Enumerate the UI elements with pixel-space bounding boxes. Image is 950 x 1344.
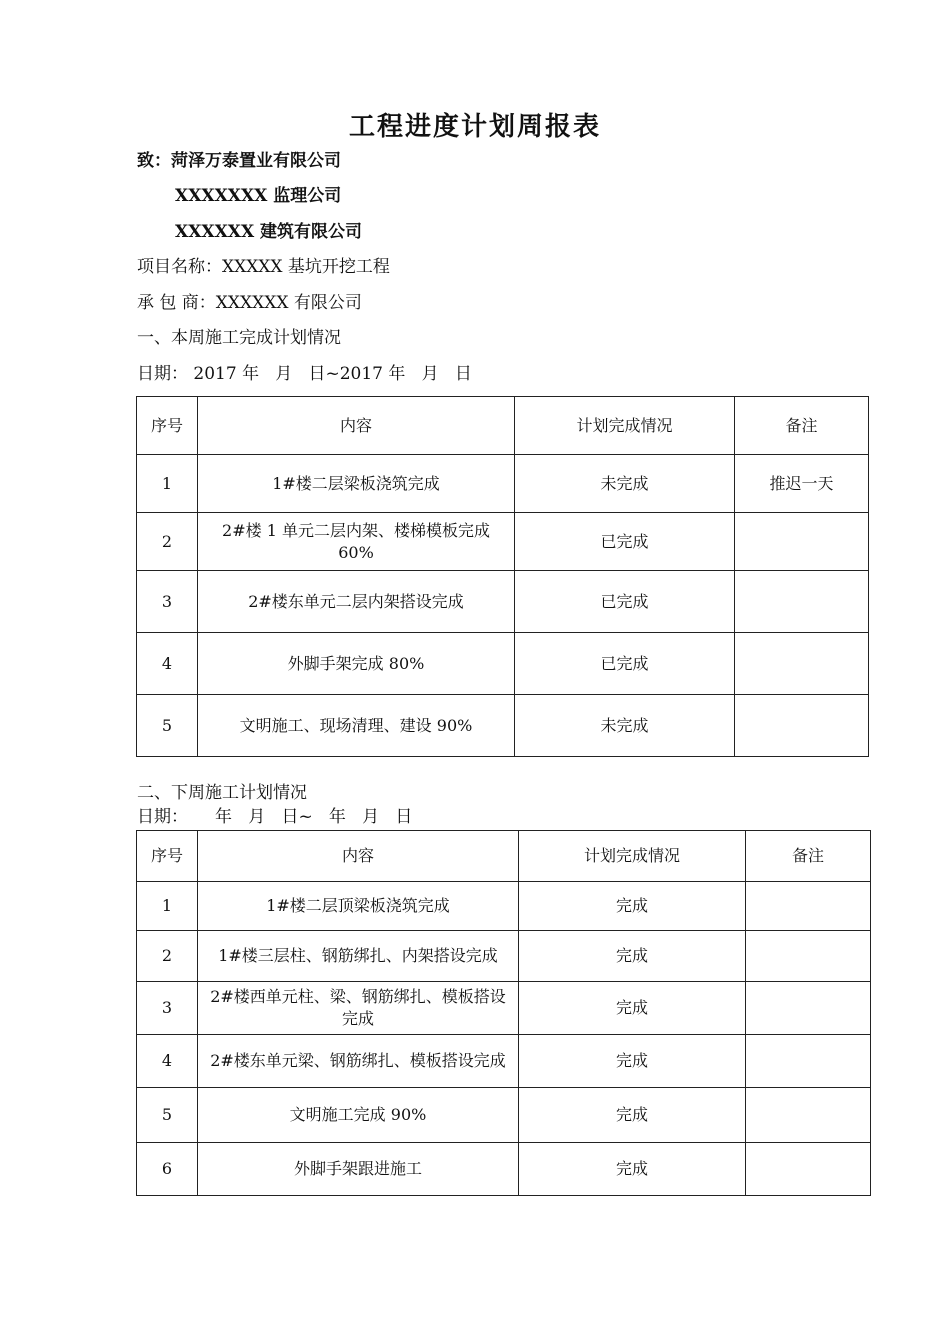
row-content: 1#楼二层梁板浇筑完成 xyxy=(198,455,515,513)
report-title: 工程进度计划周报表 xyxy=(348,112,601,142)
row-no: 4 xyxy=(137,633,198,695)
row-status: 完成 xyxy=(519,882,746,931)
row-note xyxy=(735,633,869,695)
section1-date: 日期： 2017 年 月 日~2017 年 月 日 xyxy=(137,364,472,384)
row-content: 外脚手架完成 80% xyxy=(198,633,515,695)
row-no: 5 xyxy=(137,1088,198,1143)
row-note xyxy=(746,982,871,1035)
project-name: 项目名称：XXXXX 基坑开挖工程 xyxy=(137,257,390,277)
header-content: 内容 xyxy=(198,397,515,455)
to-label: 致： xyxy=(137,151,171,171)
row-status: 已完成 xyxy=(515,571,735,633)
row-status: 未完成 xyxy=(515,455,735,513)
row-note xyxy=(735,513,869,571)
row-content: 文明施工、现场清理、建设 90% xyxy=(198,695,515,757)
recipient-owner: 菏泽万泰置业有限公司 xyxy=(171,151,341,171)
row-no: 3 xyxy=(137,571,198,633)
header-status: 计划完成情况 xyxy=(515,397,735,455)
contractor: 承 包 商：XXXXXX 有限公司 xyxy=(137,293,362,313)
row-note xyxy=(735,695,869,757)
row-no: 1 xyxy=(137,882,198,931)
header-note: 备注 xyxy=(746,831,871,882)
next-week-table xyxy=(136,830,871,1196)
row-no: 2 xyxy=(137,513,198,571)
table-row xyxy=(137,513,869,571)
section2-date: 日期： 年 月 日~ 年 月 日 xyxy=(137,807,413,827)
section1-heading: 一、本周施工完成计划情况 xyxy=(137,328,341,348)
table-row xyxy=(137,1143,871,1196)
header-no: 序号 xyxy=(137,831,198,882)
header-note: 备注 xyxy=(735,397,869,455)
row-status: 完成 xyxy=(519,1143,746,1196)
table-row xyxy=(137,633,869,695)
row-note xyxy=(735,571,869,633)
row-status: 已完成 xyxy=(515,633,735,695)
table-row xyxy=(137,455,869,513)
row-no: 6 xyxy=(137,1143,198,1196)
row-content: 1#楼三层柱、钢筋绑扎、内架搭设完成 xyxy=(198,931,519,982)
row-status: 已完成 xyxy=(515,513,735,571)
row-no: 1 xyxy=(137,455,198,513)
row-content: 文明施工完成 90% xyxy=(198,1088,519,1143)
section2-heading: 二、下周施工计划情况 xyxy=(137,783,307,803)
row-note xyxy=(746,931,871,982)
row-content: 外脚手架跟进施工 xyxy=(198,1143,519,1196)
row-status: 完成 xyxy=(519,1035,746,1088)
row-no: 4 xyxy=(137,1035,198,1088)
table-header-row xyxy=(137,831,871,882)
header-content: 内容 xyxy=(198,831,519,882)
table-row xyxy=(137,571,869,633)
row-note: 推迟一天 xyxy=(735,455,869,513)
row-status: 完成 xyxy=(519,1088,746,1143)
recipient-line-1 xyxy=(137,150,341,172)
row-content: 2#楼 1 单元二层内架、楼梯模板完成 60% xyxy=(198,513,515,571)
table-row xyxy=(137,882,871,931)
row-no: 5 xyxy=(137,695,198,757)
table-header-row xyxy=(137,397,869,455)
row-note xyxy=(746,882,871,931)
recipient-supervisor: XXXXXXX 监理公司 xyxy=(175,186,342,206)
row-note xyxy=(746,1035,871,1088)
row-no: 2 xyxy=(137,931,198,982)
row-status: 完成 xyxy=(519,931,746,982)
this-week-table xyxy=(136,396,869,757)
row-status: 未完成 xyxy=(515,695,735,757)
row-note xyxy=(746,1088,871,1143)
row-content: 2#楼东单元二层内架搭设完成 xyxy=(198,571,515,633)
table-row xyxy=(137,1088,871,1143)
table-row xyxy=(137,982,871,1035)
header-status: 计划完成情况 xyxy=(519,831,746,882)
row-content: 1#楼二层顶梁板浇筑完成 xyxy=(198,882,519,931)
row-status: 完成 xyxy=(519,982,746,1035)
row-no: 3 xyxy=(137,982,198,1035)
row-note xyxy=(746,1143,871,1196)
row-content: 2#楼西单元柱、梁、钢筋绑扎、模板搭设 完成 xyxy=(198,982,519,1035)
recipient-builder: XXXXXX 建筑有限公司 xyxy=(175,222,363,242)
table-row xyxy=(137,695,869,757)
table-row xyxy=(137,931,871,982)
table-row xyxy=(137,1035,871,1088)
header-no: 序号 xyxy=(137,397,198,455)
row-content: 2#楼东单元梁、钢筋绑扎、模板搭设完成 xyxy=(198,1035,519,1088)
